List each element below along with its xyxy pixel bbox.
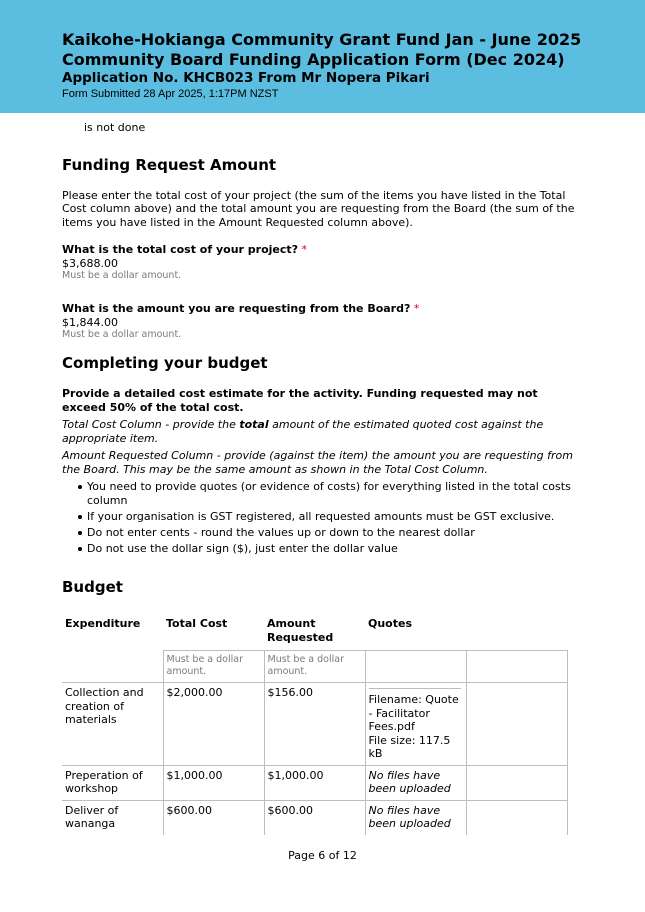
budget-title: Budget [62, 578, 123, 596]
amount-requested-cell: $600.00 [264, 800, 365, 835]
quote-cell [365, 683, 466, 766]
quote-cell: No files have been uploaded [365, 800, 466, 835]
quote-cell: No files have been uploaded [365, 765, 466, 800]
list-item: Do not use the dollar sign ($), just enter the dollar value [78, 542, 582, 556]
amount-requested-cell: $156.00 [264, 683, 365, 766]
page-content [62, 121, 582, 835]
amount-requested-column-note: Amount Requested Column - provide (against the item) the amount you are requesting from the Board. This may be the same amount as shown in the Total Cost Column. [62, 449, 573, 476]
amount-requested-value: $1,844.00 [62, 315, 118, 329]
table-row [62, 800, 567, 835]
col-header-amount-requested: Amount Requested [267, 617, 334, 644]
funding-request-title: Funding Request Amount [62, 155, 277, 174]
submission-timestamp: Form Submitted 28 Apr 2025, 1:17PM NZST [62, 88, 279, 100]
fund-title: Kaikohe-Hokianga Community Grant Fund Jan - June 2025 [62, 30, 582, 49]
table-header-row [62, 613, 567, 651]
amount-requested-cell: $1,000.00 [264, 765, 365, 800]
list-item: Do not enter cents - round the values up or down to the nearest dollar [78, 526, 582, 540]
col-header-total-cost: Total Cost [166, 617, 228, 630]
amount-requested-hint: Must be a dollar amount. [62, 329, 182, 340]
budget-table [62, 613, 568, 835]
col-header-quotes: Quotes [368, 617, 413, 630]
table-row [62, 765, 567, 800]
expenditure-cell: Deliver of wananga [65, 803, 119, 830]
total-cost-column-hint: Must be a dollar amount. [163, 651, 264, 683]
list-item: If your organisation is GST registered, all requested amounts must be GST exclusive. [78, 510, 582, 524]
quote-file-size: File size: 117.5 kB [368, 733, 451, 760]
page-header [0, 0, 645, 113]
page-number: Page 6 of 12 [288, 849, 357, 862]
total-cost-cell: $2,000.00 [163, 683, 264, 766]
carryover-text: is not done [84, 121, 146, 134]
budget-instruction: Provide a detailed cost estimate for the activity. Funding requested may not exceed 50% of the total cost. [62, 387, 538, 414]
total-cost-label: What is the total cost of your project? [62, 243, 299, 256]
budget-rules-list [78, 480, 582, 555]
list-item: You need to provide quotes (or evidence of costs) for everything listed in the total costs column [78, 480, 582, 507]
table-row [62, 683, 567, 766]
total-cost-column-note: Total Cost Column - provide the total amount of the estimated quoted cost against the appropriate item. [62, 418, 544, 445]
completing-budget-title: Completing your budget [62, 354, 268, 372]
col-header-expenditure: Expenditure [65, 617, 141, 630]
total-cost-question [62, 243, 582, 282]
expenditure-cell: Collection and creation of materials [62, 683, 163, 766]
funding-request-intro: Please enter the total cost of your project (the sum of the items you have listed in the Total Cost column above) and the total amount you are requesting from the Board (the sum of the items you have listed in the Amount Requested column above). [62, 188, 575, 229]
form-title: Community Board Funding Application Form (Dec 2024) [62, 50, 565, 69]
table-hint-row [62, 651, 567, 683]
total-cost-cell: $1,000.00 [163, 765, 264, 800]
total-cost-hint: Must be a dollar amount. [62, 270, 182, 281]
required-mark: * [301, 243, 308, 256]
application-number: Application No. KHCB023 From Mr Nopera Pikari [62, 70, 430, 86]
expenditure-cell: Preperation of workshop [62, 765, 163, 800]
quote-filename[interactable]: Filename: Quote - Facilitator Fees.pdf [368, 693, 459, 733]
total-cost-value: $3,688.00 [62, 256, 118, 270]
amount-requested-label: What is the amount you are requesting from the Board? [62, 302, 411, 315]
required-mark: * [413, 302, 420, 315]
amount-requested-question [62, 302, 582, 341]
total-cost-cell: $600.00 [163, 800, 264, 835]
amount-requested-column-hint: Must be a dollar amount. [264, 651, 365, 683]
